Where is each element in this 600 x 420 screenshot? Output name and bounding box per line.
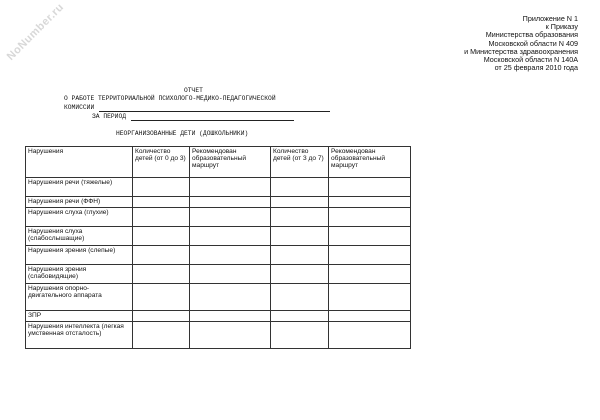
- annex-block: [408, 15, 578, 72]
- empty-cell: [190, 265, 271, 284]
- period-label: ЗА ПЕРИОД: [92, 113, 127, 120]
- empty-cell: [271, 322, 329, 349]
- empty-cell: [190, 311, 271, 322]
- empty-cell: [133, 322, 190, 349]
- empty-cell: [329, 178, 411, 197]
- annex-line: от 25 февраля 2010 года: [494, 63, 578, 73]
- annex-line: Московской области N 140А: [483, 55, 578, 65]
- row-label: Нарушения зрения (слепые): [26, 246, 133, 265]
- table-row: [26, 197, 411, 208]
- report-subtitle: О РАБОТЕ ТЕРРИТОРИАЛЬНОЙ ПСИХОЛОГО-МЕДИКО-ПЕДАГОГИЧЕСКОЙ: [64, 95, 276, 102]
- empty-cell: [190, 322, 271, 349]
- empty-cell: [271, 246, 329, 265]
- commission-underline: [99, 111, 330, 112]
- column-header: Рекомендован образовательный маршрут: [190, 147, 271, 178]
- table-row: [26, 284, 411, 311]
- empty-cell: [190, 246, 271, 265]
- empty-cell: [190, 197, 271, 208]
- empty-cell: [133, 197, 190, 208]
- report-subtitle-cont: КОМИССИИ: [64, 104, 95, 111]
- table-row: [26, 227, 411, 246]
- watermark: NoNumber.ru: [4, 1, 67, 63]
- empty-cell: [329, 284, 411, 311]
- table-row: [26, 208, 411, 227]
- empty-cell: [133, 246, 190, 265]
- column-header: Нарушения: [26, 147, 133, 178]
- annex-line: Приложение N 1: [522, 14, 578, 23]
- empty-cell: [190, 208, 271, 227]
- empty-cell: [190, 178, 271, 197]
- empty-cell: [271, 284, 329, 311]
- annex-line: и Министерства здравоохранения: [464, 46, 578, 56]
- empty-cell: [271, 178, 329, 197]
- annex-line: Министерства образования: [485, 30, 578, 40]
- table-header-row: [26, 147, 411, 178]
- row-label: Нарушения речи (тяжелые): [26, 178, 133, 197]
- table-row: [26, 246, 411, 265]
- empty-cell: [133, 284, 190, 311]
- empty-cell: [329, 311, 411, 322]
- column-header: Рекомендован образовательный маршрут: [329, 147, 411, 178]
- row-label: Нарушения опорно-двигательного аппарата: [26, 284, 133, 311]
- row-label: Нарушения речи (ФФН): [26, 197, 133, 208]
- section-title: НЕОРГАНИЗОВАННЫЕ ДЕТИ (ДОШКОЛЬНИКИ): [116, 130, 249, 137]
- empty-cell: [133, 178, 190, 197]
- annex-line: к Приказу: [545, 22, 578, 32]
- report-table: [25, 146, 411, 349]
- empty-cell: [271, 197, 329, 208]
- empty-cell: [329, 322, 411, 349]
- empty-cell: [190, 284, 271, 311]
- empty-cell: [329, 197, 411, 208]
- column-header: Количество детей (от 0 до 3): [133, 147, 190, 178]
- annex-line: Московской области N 409: [488, 38, 578, 48]
- empty-cell: [271, 227, 329, 246]
- row-label: Нарушения слуха (глухие): [26, 208, 133, 227]
- empty-cell: [271, 311, 329, 322]
- table-row: [26, 265, 411, 284]
- empty-cell: [271, 265, 329, 284]
- empty-cell: [329, 208, 411, 227]
- empty-cell: [329, 246, 411, 265]
- row-label: Нарушения слуха (слабослышащие): [26, 227, 133, 246]
- empty-cell: [271, 208, 329, 227]
- empty-cell: [329, 265, 411, 284]
- period-underline: [131, 120, 294, 121]
- column-header: Количество детей (от 3 до 7): [271, 147, 329, 178]
- table-row: [26, 311, 411, 322]
- empty-cell: [133, 208, 190, 227]
- empty-cell: [190, 227, 271, 246]
- table-row: [26, 178, 411, 197]
- table-row: [26, 322, 411, 349]
- empty-cell: [133, 311, 190, 322]
- empty-cell: [133, 265, 190, 284]
- report-title: ОТЧЕТ: [184, 87, 203, 94]
- row-label: Нарушения интеллекта (легкая умственная отсталость): [26, 322, 133, 349]
- row-label: ЗПР: [26, 311, 133, 322]
- empty-cell: [133, 227, 190, 246]
- row-label: Нарушения зрения (слабовидящие): [26, 265, 133, 284]
- empty-cell: [329, 227, 411, 246]
